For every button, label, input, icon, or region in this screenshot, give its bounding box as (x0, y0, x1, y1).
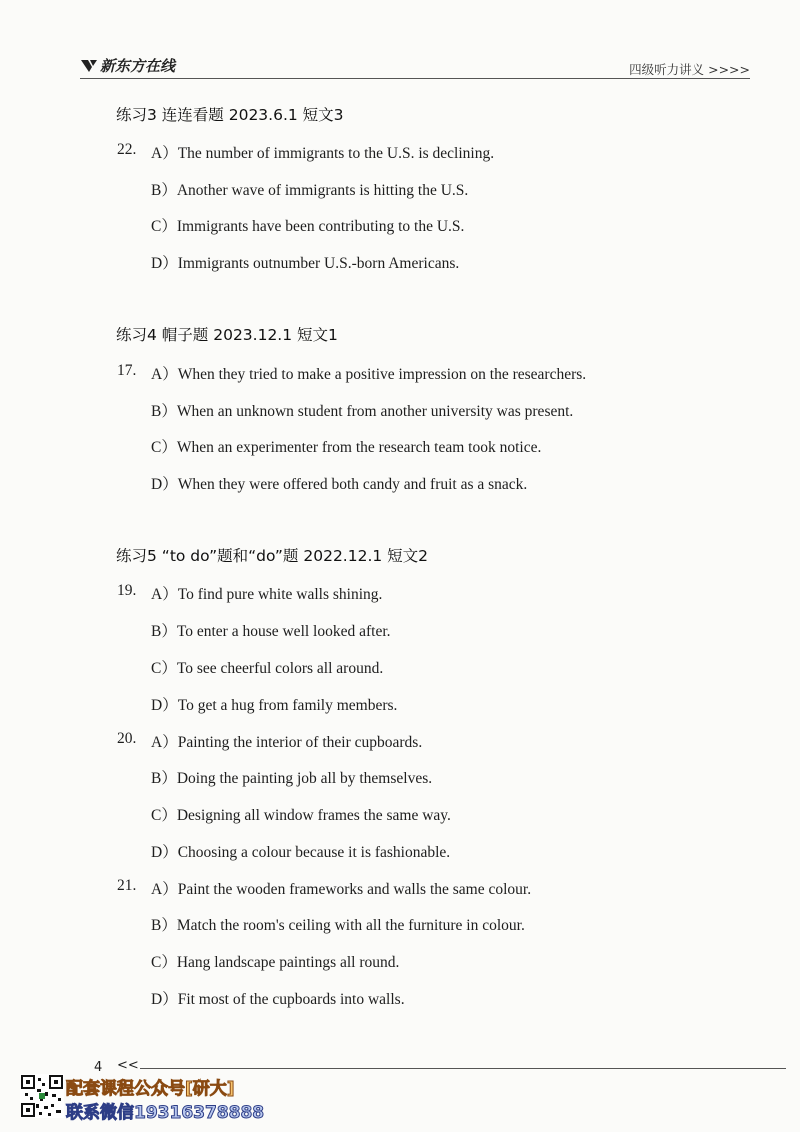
option-b: B）To enter a house well looked after. (151, 623, 391, 640)
option-a: A）Painting the interior of their cupboards. (151, 734, 423, 751)
option-d: D）Choosing a colour because it is fashionable. (151, 844, 451, 861)
option-a: A）To find pure white walls shining. (151, 586, 383, 603)
page-header (80, 50, 750, 80)
qr-code-icon (20, 1074, 64, 1118)
option-c: C）Immigrants have been contributing to the U.S. (151, 218, 465, 235)
option-a: A）The number of immigrants to the U.S. is declining. (151, 145, 495, 162)
option-b: B）Another wave of immigrants is hitting the U.S. (151, 182, 469, 199)
section-title: 练习4 帽子题 2023.12.1 短文1 (116, 326, 338, 344)
question-number: 20. (117, 730, 137, 747)
option-c: C）Designing all window frames the same way. (151, 807, 451, 824)
question-number: 17. (117, 362, 137, 379)
logo-text: 新东方在线 (100, 57, 176, 75)
option-b: B）Doing the painting job all by themselves. (151, 770, 433, 787)
option-d: D）Immigrants outnumber U.S.-born Americans. (151, 255, 460, 272)
promo-line-1: 配套课程公众号[研大] (66, 1079, 235, 1099)
option-c: C）Hang landscape paintings all round. (151, 954, 400, 971)
footer-arrows: << (117, 1058, 139, 1073)
option-c: C）To see cheerful colors all around. (151, 660, 384, 677)
option-b: B）Match the room's ceiling with all the furniture in colour. (151, 917, 525, 934)
header-title: 四级听力讲义 >>>> (629, 62, 750, 77)
logo-mark-icon (80, 59, 98, 73)
header-divider (80, 78, 750, 79)
question-number: 22. (117, 141, 137, 158)
option-a: A）When they tried to make a positive impression on the researchers. (151, 366, 587, 383)
option-a: A）Paint the wooden frameworks and walls the same colour. (151, 881, 532, 898)
section-title: 练习5 “to do”题和“do”题 2022.12.1 短文2 (116, 547, 429, 565)
footer-divider (140, 1068, 786, 1069)
option-d: D）When they were offered both candy and fruit as a snack. (151, 476, 528, 493)
option-d: D）To get a hug from family members. (151, 697, 398, 714)
promo-line-2: 联系微信19316378888 (66, 1103, 265, 1123)
page-number: 4 (94, 1060, 103, 1075)
brand-logo (80, 55, 175, 76)
question-number: 19. (117, 582, 137, 599)
option-b: B）When an unknown student from another university was present. (151, 403, 574, 420)
question-number: 21. (117, 877, 137, 894)
option-d: D）Fit most of the cupboards into walls. (151, 991, 405, 1008)
option-c: C）When an experimenter from the research team took notice. (151, 439, 542, 456)
section-title: 练习3 连连看题 2023.6.1 短文3 (116, 106, 344, 124)
